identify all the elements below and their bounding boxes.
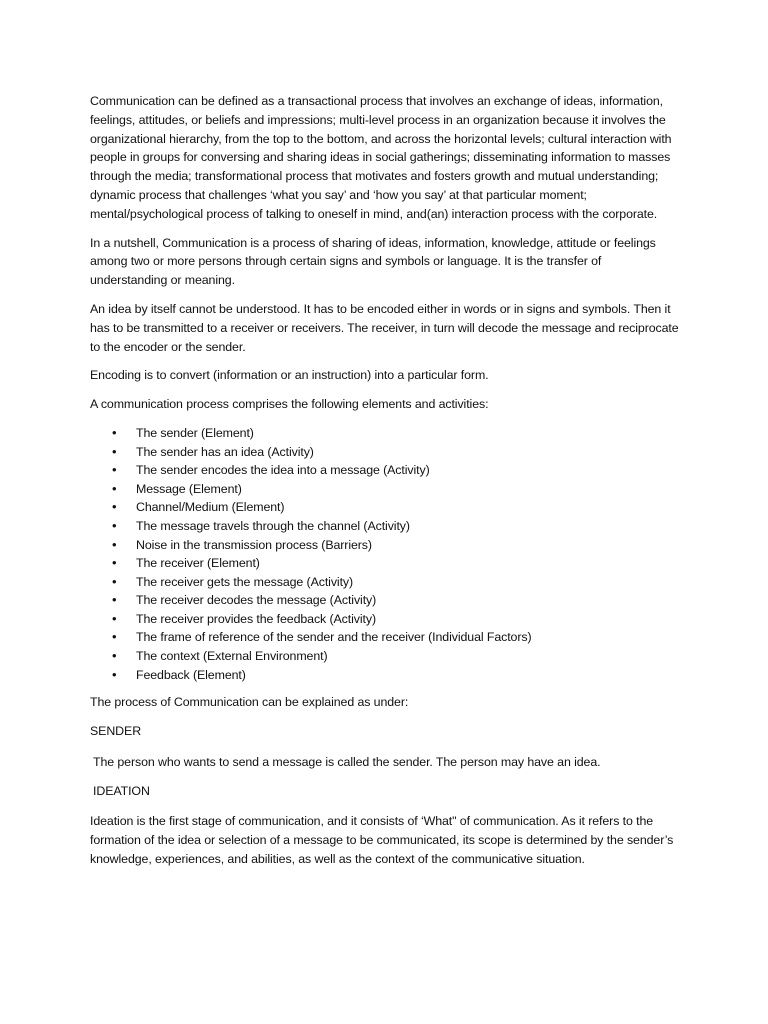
paragraph-ideation: Ideation is the first stage of communication, and it consists of ‘What" of communication. As it refers to the formation of the idea or selection of a message to be communicated, its scope is determined by the sender’s knowledge, experiences, and abilities, as well as the context of the communicative situation. bbox=[90, 814, 674, 867]
bullet-icon: • bbox=[112, 592, 117, 608]
list-item-text: Channel/Medium (Element) bbox=[136, 500, 285, 515]
bullet-icon: • bbox=[112, 536, 117, 552]
paragraph-elements-intro: A communication process comprises the following elements and activities: bbox=[90, 397, 489, 412]
bullet-icon: • bbox=[112, 462, 117, 478]
bullet-icon: • bbox=[112, 555, 117, 571]
list-item-text: The receiver (Element) bbox=[136, 556, 260, 571]
list-item-text: The sender has an idea (Activity) bbox=[136, 444, 314, 459]
list-item bbox=[90, 498, 680, 517]
bullet-icon: • bbox=[112, 424, 117, 440]
document-page bbox=[90, 92, 680, 879]
bullet-icon: • bbox=[112, 443, 117, 459]
list-item-text: The frame of reference of the sender and the receiver (Individual Factors) bbox=[136, 630, 532, 645]
paragraph-definition: Communication can be defined as a transactional process that involves an exchange of ideas, information, feelings, attitudes, or beliefs and impressions; multi-level process in an organization because it involves the organizational hierarchy, from the top to the bottom, and across the horizontal levels; cultural interaction with people in groups for conversing and sharing ideas in social gatherings; disseminating information to masses through the media; transformational process that motivates and fosters growth and mutual understanding; dynamic process that challenges ‘what you say’ and ‘how you say’ at that particular moment; mental/psychological process of talking to oneself in mind, and(an) interaction process with the corporate. bbox=[90, 94, 672, 221]
list-item bbox=[90, 424, 680, 443]
list-item-text: The context (External Environment) bbox=[136, 649, 328, 664]
heading-sender: SENDER bbox=[90, 724, 142, 739]
list-item bbox=[90, 573, 680, 592]
bullet-icon: • bbox=[112, 610, 117, 626]
paragraph-nutshell: In a nutshell, Communication is a process of sharing of ideas, information, knowledge, attitude or feelings among two or more persons through certain signs and symbols or language. It is the transfer of understanding or meaning. bbox=[90, 235, 656, 288]
bullet-icon: • bbox=[112, 666, 117, 682]
paragraph-encoding-idea: An idea by itself cannot be understood. It has to be encoded either in words or in signs and symbols. Then it has to be transmitted to a receiver or receivers. The receiver, in turn will decode the message and reciprocate to the encoder or the sender. bbox=[90, 301, 679, 354]
list-item-text: The receiver gets the message (Activity) bbox=[136, 574, 354, 589]
list-item bbox=[90, 628, 680, 647]
paragraph-process-intro: The process of Communication can be explained as under: bbox=[90, 695, 409, 710]
bullet-icon: • bbox=[112, 648, 117, 664]
list-item-text: The sender (Element) bbox=[136, 425, 254, 440]
list-item bbox=[90, 536, 680, 555]
list-item bbox=[90, 666, 680, 685]
bullet-icon: • bbox=[112, 499, 117, 515]
list-item bbox=[90, 591, 680, 610]
list-item-text: The receiver decodes the message (Activity) bbox=[136, 593, 377, 608]
list-item-text: Feedback (Element) bbox=[136, 667, 246, 682]
list-item bbox=[90, 461, 680, 480]
elements-list bbox=[90, 424, 680, 684]
list-item-text: The sender encodes the idea into a message (Activity) bbox=[136, 463, 430, 478]
paragraph-sender: The person who wants to send a message is called the sender. The person may have an idea. bbox=[93, 754, 601, 769]
list-item bbox=[90, 610, 680, 629]
list-item bbox=[90, 480, 680, 499]
list-item bbox=[90, 517, 680, 536]
bullet-icon: • bbox=[112, 573, 117, 589]
list-item bbox=[90, 647, 680, 666]
list-item-text: Message (Element) bbox=[136, 481, 242, 496]
list-item bbox=[90, 554, 680, 573]
list-item-text: The receiver provides the feedback (Activity) bbox=[136, 611, 376, 626]
list-item-text: The message travels through the channel (Activity) bbox=[136, 518, 410, 533]
bullet-icon: • bbox=[112, 480, 117, 496]
heading-ideation: IDEATION bbox=[93, 783, 150, 798]
bullet-icon: • bbox=[112, 629, 117, 645]
bullet-icon: • bbox=[112, 517, 117, 533]
list-item bbox=[90, 443, 680, 462]
list-item-text: Noise in the transmission process (Barriers) bbox=[136, 537, 372, 552]
paragraph-encoding-definition: Encoding is to convert (information or an instruction) into a particular form. bbox=[90, 368, 489, 383]
